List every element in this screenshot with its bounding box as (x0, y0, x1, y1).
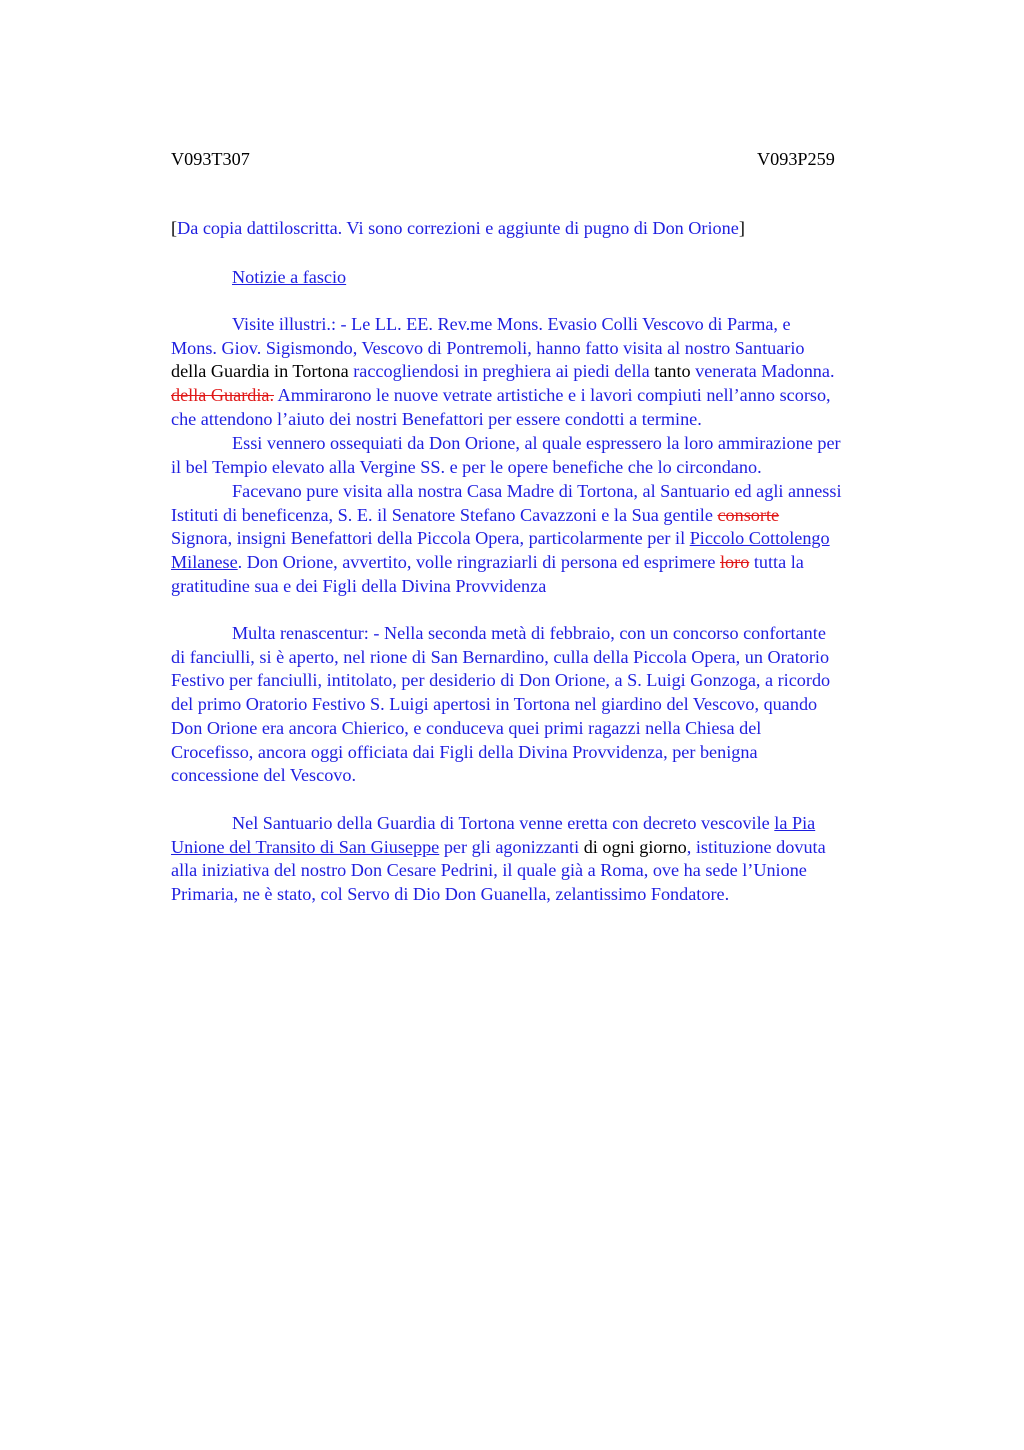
text-line (171, 551, 931, 575)
handwritten-addition: tanto (649, 361, 691, 382)
text-line: che attendono l’aiuto dei nostri Benefattori per essere condotti a termine. (171, 408, 702, 429)
text-line: di fanciulli, si è aperto, nel rione di San Bernardino, culla della Piccola Opera, un Oratorio (171, 646, 830, 667)
paragraph-multa-renascentur (171, 622, 931, 788)
document-code-left: V093T307 (171, 149, 250, 169)
paragraph-visite-illustri (171, 313, 931, 432)
typed-text: tutta la (749, 552, 804, 573)
struck-text: della Guardia. (171, 385, 275, 406)
text-line (171, 527, 931, 551)
text-line: Mons. Giov. Sigismondo, Vescovo di Pontremoli, hanno fatto visita al nostro Santuario (171, 337, 805, 358)
typed-text: . Don Orione, avvertito, volle ringraziarli di persona ed esprimere (237, 552, 720, 573)
typed-text: Ammirarono le nuove vetrate artistiche e i lavori compiuti nell’anno scorso, (274, 385, 831, 406)
paragraph-ossequiati (171, 432, 931, 479)
handwritten-addition: della Guardia in Tortona (171, 361, 349, 382)
text-line: Facevano pure visita alla nostra Casa Madre di Tortona, al Santuario ed agli annessi (232, 481, 842, 501)
text-line: del primo Oratorio Festivo S. Luigi apertosi in Tortona nel giardino del Vescovo, quando (171, 694, 818, 715)
underlined-text: la Pia (774, 813, 816, 833)
paragraph-pia-unione (171, 812, 931, 907)
struck-text: consorte (717, 504, 780, 525)
text-line (171, 812, 931, 836)
handwritten-addition: di ogni giorno (579, 836, 687, 857)
text-line: Don Orione era ancora Chierico, e conduceva quei primi ragazzi nella Chiesa del (171, 717, 762, 738)
text-line (171, 836, 931, 860)
text-line: Primaria, ne è stato, col Servo di Dio Don Guanella, zelantissimo Fondatore. (171, 884, 730, 905)
underlined-text: Piccolo Cottolengo (689, 528, 830, 549)
text-line: Multa renascentur: - Nella seconda metà di febbraio, con un concorso confortante (232, 623, 826, 643)
editorial-note (171, 217, 931, 241)
note-text: Da copia dattiloscritta. Vi sono correzioni e aggiunte di pugno di Don Orione (177, 218, 739, 238)
typed-text: Istituti di beneficenza, S. E. il Senatore Stefano Cavazzoni e la Sua gentile (171, 504, 718, 525)
text-line: alla iniziativa del nostro Don Cesare Pedrini, il quale già a Roma, ove ha sede l’Unione (171, 860, 807, 881)
typed-text: Signora, insigni Benefattori della Piccola Opera, particolarmente per il (171, 528, 690, 549)
typed-text: Nel Santuario della Guardia di Tortona venne eretta con decreto vescovile (232, 813, 775, 833)
text-line: Festivo per fanciulli, intitolato, per desiderio di Don Orione, a S. Luigi Gonzoga, a ricordo (171, 670, 831, 691)
text-line: Visite illustri.: - Le LL. EE. Rev.me Mons. Evasio Colli Vescovo di Parma, e (232, 314, 791, 334)
text-line: il bel Tempio elevato alla Vergine SS. e per le opere benefiche che lo circondano. (171, 456, 762, 477)
text-line: gratitudine sua e dei Figli della Divina Provvidenza (171, 575, 547, 596)
underlined-text: Milanese (171, 552, 238, 573)
text-line (171, 504, 931, 528)
section-title: Notizie a fascio (232, 267, 347, 287)
typed-text: , istituzione dovuta (686, 836, 826, 857)
text-line (171, 384, 931, 408)
text-line: concessione del Vescovo. (171, 765, 357, 786)
typed-text: raccogliendosi in preghiera ai piedi della (348, 361, 650, 382)
text-line: Essi vennero ossequiati da Don Orione, al quale espressero la loro ammirazione per (232, 433, 841, 453)
typed-text: venerata Madonna. (690, 361, 835, 382)
note-open-bracket: [ (171, 218, 178, 238)
note-close-bracket: ] (738, 218, 745, 238)
underlined-text: Unione del Transito di San Giuseppe (171, 836, 440, 857)
document-code-right: V093P259 (757, 149, 835, 169)
paragraph-casa-madre (171, 480, 931, 599)
text-line: Crocefisso, ancora oggi officiata dai Figli della Divina Provvidenza, per benigna (171, 741, 758, 762)
typed-text: per gli agonizzanti (439, 836, 580, 857)
struck-text: loro (719, 552, 750, 573)
text-line (171, 360, 931, 384)
